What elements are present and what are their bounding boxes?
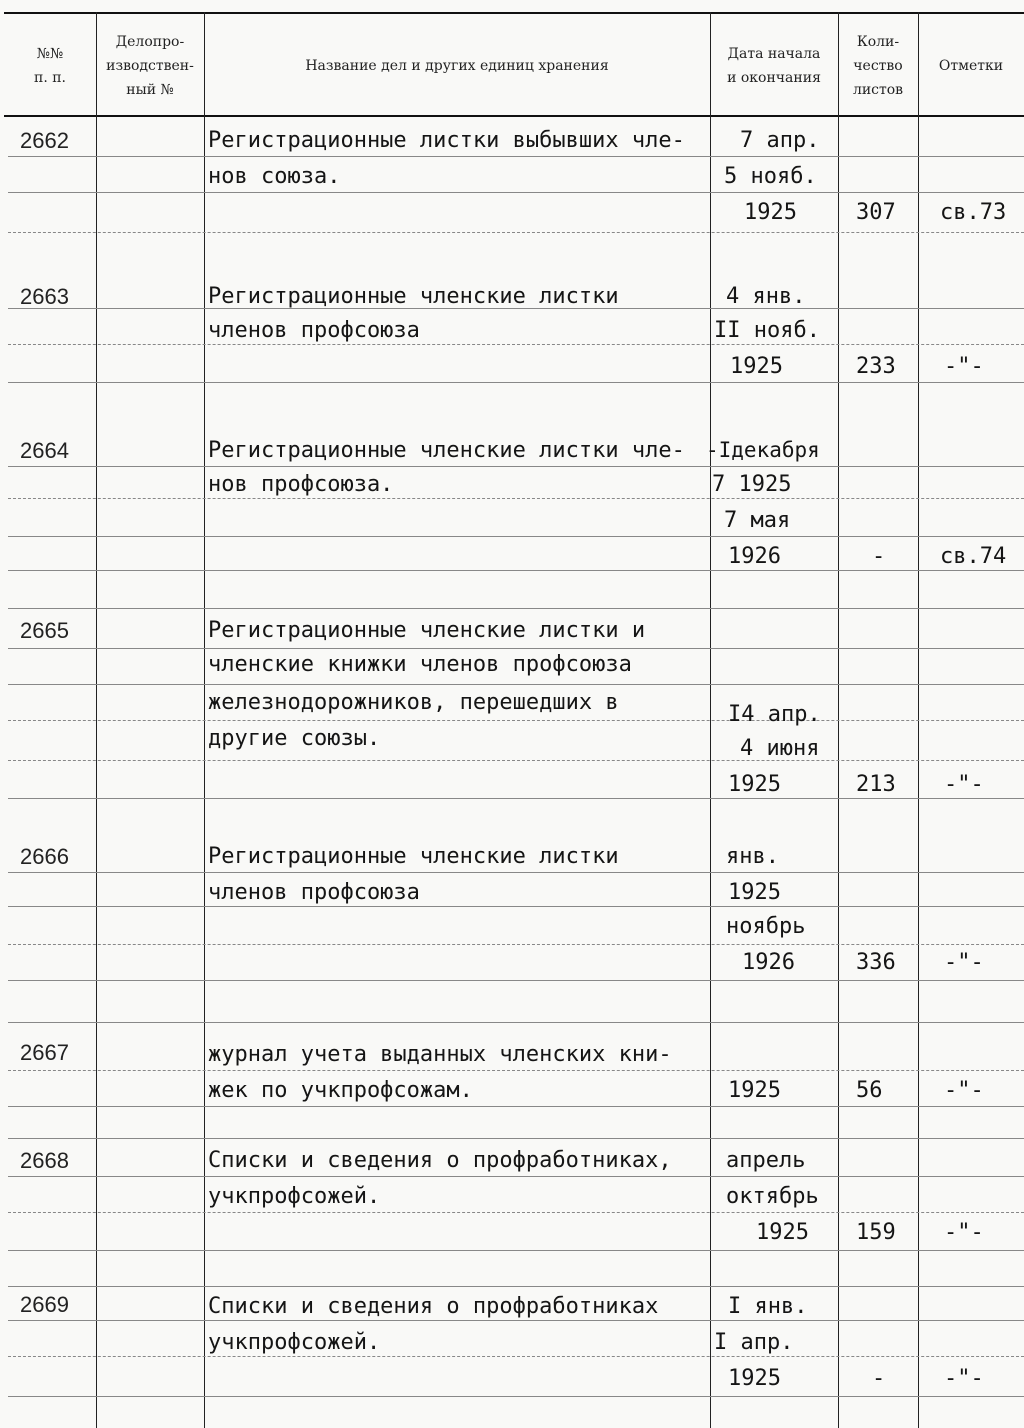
record-notes: св.74	[940, 544, 1007, 569]
record-notes: -"-	[944, 1366, 984, 1391]
record-sheets: 336	[856, 950, 896, 975]
record-date-line: I апр.	[714, 1330, 794, 1355]
header-office-number: Делопро- изводствен- ный №	[106, 34, 194, 98]
record-date-line: ноябрь	[726, 914, 806, 939]
record-title-line: другие союзы.	[208, 726, 381, 751]
header-title: Название дел и других единиц хранения	[305, 58, 609, 74]
record-notes: св.73	[940, 200, 1007, 225]
record-title-line: Регистрационные членские листки чле-	[208, 438, 685, 463]
record-sheets: -	[872, 544, 886, 569]
record-notes: -"-	[944, 950, 984, 975]
record-date-line: II нояб.	[714, 318, 820, 343]
record-title-line: Регистрационные членские листки и	[208, 618, 646, 643]
record-date-line: 1925	[728, 772, 781, 797]
record-title-line: Списки и сведения о профработниках	[208, 1294, 659, 1319]
record-number: 2666	[20, 844, 69, 869]
record-date-line: 1925	[744, 200, 797, 225]
record-title-line: учкпрофсожей.	[208, 1330, 381, 1355]
record-number: 2667	[20, 1040, 69, 1065]
record-title-line: членов профсоюза	[208, 318, 420, 343]
record-date-line: 4 июня	[740, 736, 820, 761]
record-date-line: 5 нояб.	[724, 164, 817, 189]
record-date-line: 1925	[728, 1366, 781, 1391]
record-date-line: I янв.	[728, 1294, 808, 1319]
record-title-line: Регистрационные членские листки	[208, 284, 619, 309]
record-date-line: октябрь	[726, 1184, 819, 1209]
record-title-line: нов союза.	[208, 164, 341, 189]
record-sheets: 307	[856, 200, 896, 225]
record-date-line: 1925	[728, 1078, 781, 1103]
record-title-line: нов профсоюза.	[208, 472, 394, 497]
record-date-line: 1926	[742, 950, 795, 975]
record-date-line: 7 1925	[712, 472, 792, 497]
record-title-line: Регистрационные листки выбывших чле-	[208, 128, 685, 153]
header-dates: Дата начала и окончания	[727, 46, 821, 86]
record-number: 2664	[20, 438, 69, 463]
record-date-line: -Iдекабря	[706, 438, 820, 462]
header-sheets: Коли- чество листов	[852, 34, 904, 98]
header-top-rule	[4, 12, 1024, 14]
record-date-line: I4 апр.	[728, 702, 821, 727]
record-sheets: -	[872, 1366, 886, 1391]
record-number: 2668	[20, 1148, 69, 1173]
record-date-line: янв.	[726, 844, 779, 869]
record-date-line: 1925	[756, 1220, 809, 1245]
record-notes: -"-	[944, 1220, 984, 1245]
record-sheets: 159	[856, 1220, 896, 1245]
header-notes: Отметки	[938, 58, 1004, 74]
header-bottom-rule	[4, 115, 1024, 117]
record-title-line: членов профсоюза	[208, 880, 420, 905]
record-notes: -"-	[944, 772, 984, 797]
record-date-line: 1926	[728, 544, 781, 569]
record-date-line: 7 мая	[724, 508, 791, 533]
record-notes: -"-	[944, 1078, 984, 1103]
record-number: 2663	[20, 284, 69, 309]
record-notes: -"-	[944, 354, 984, 379]
record-number: 2662	[20, 128, 69, 153]
record-title-line: Списки и сведения о профработниках,	[208, 1148, 672, 1173]
record-title-line: Регистрационные членские листки	[208, 844, 619, 869]
record-date-line: 4 янв.	[726, 284, 806, 309]
record-title-line: учкпрофсожей.	[208, 1184, 381, 1209]
record-sheets: 233	[856, 354, 896, 379]
record-title-line: членские книжки членов профсоюза	[208, 652, 632, 677]
record-sheets: 56	[856, 1078, 883, 1103]
record-date-line: 7 апр.	[740, 128, 820, 153]
record-title-line: жек по учкпрофсожам.	[208, 1078, 473, 1103]
record-date-line: 1925	[730, 354, 783, 379]
record-sheets: 213	[856, 772, 896, 797]
record-number: 2669	[20, 1292, 69, 1317]
record-number: 2665	[20, 618, 69, 643]
record-title-line: журнал учета выданных членских кни-	[208, 1042, 672, 1067]
record-title-line: железнодорожников, перешедших в	[208, 690, 619, 715]
record-date-line: апрель	[726, 1148, 806, 1173]
record-date-line: 1925	[728, 880, 781, 905]
header-num: №№ п. п.	[33, 46, 66, 86]
